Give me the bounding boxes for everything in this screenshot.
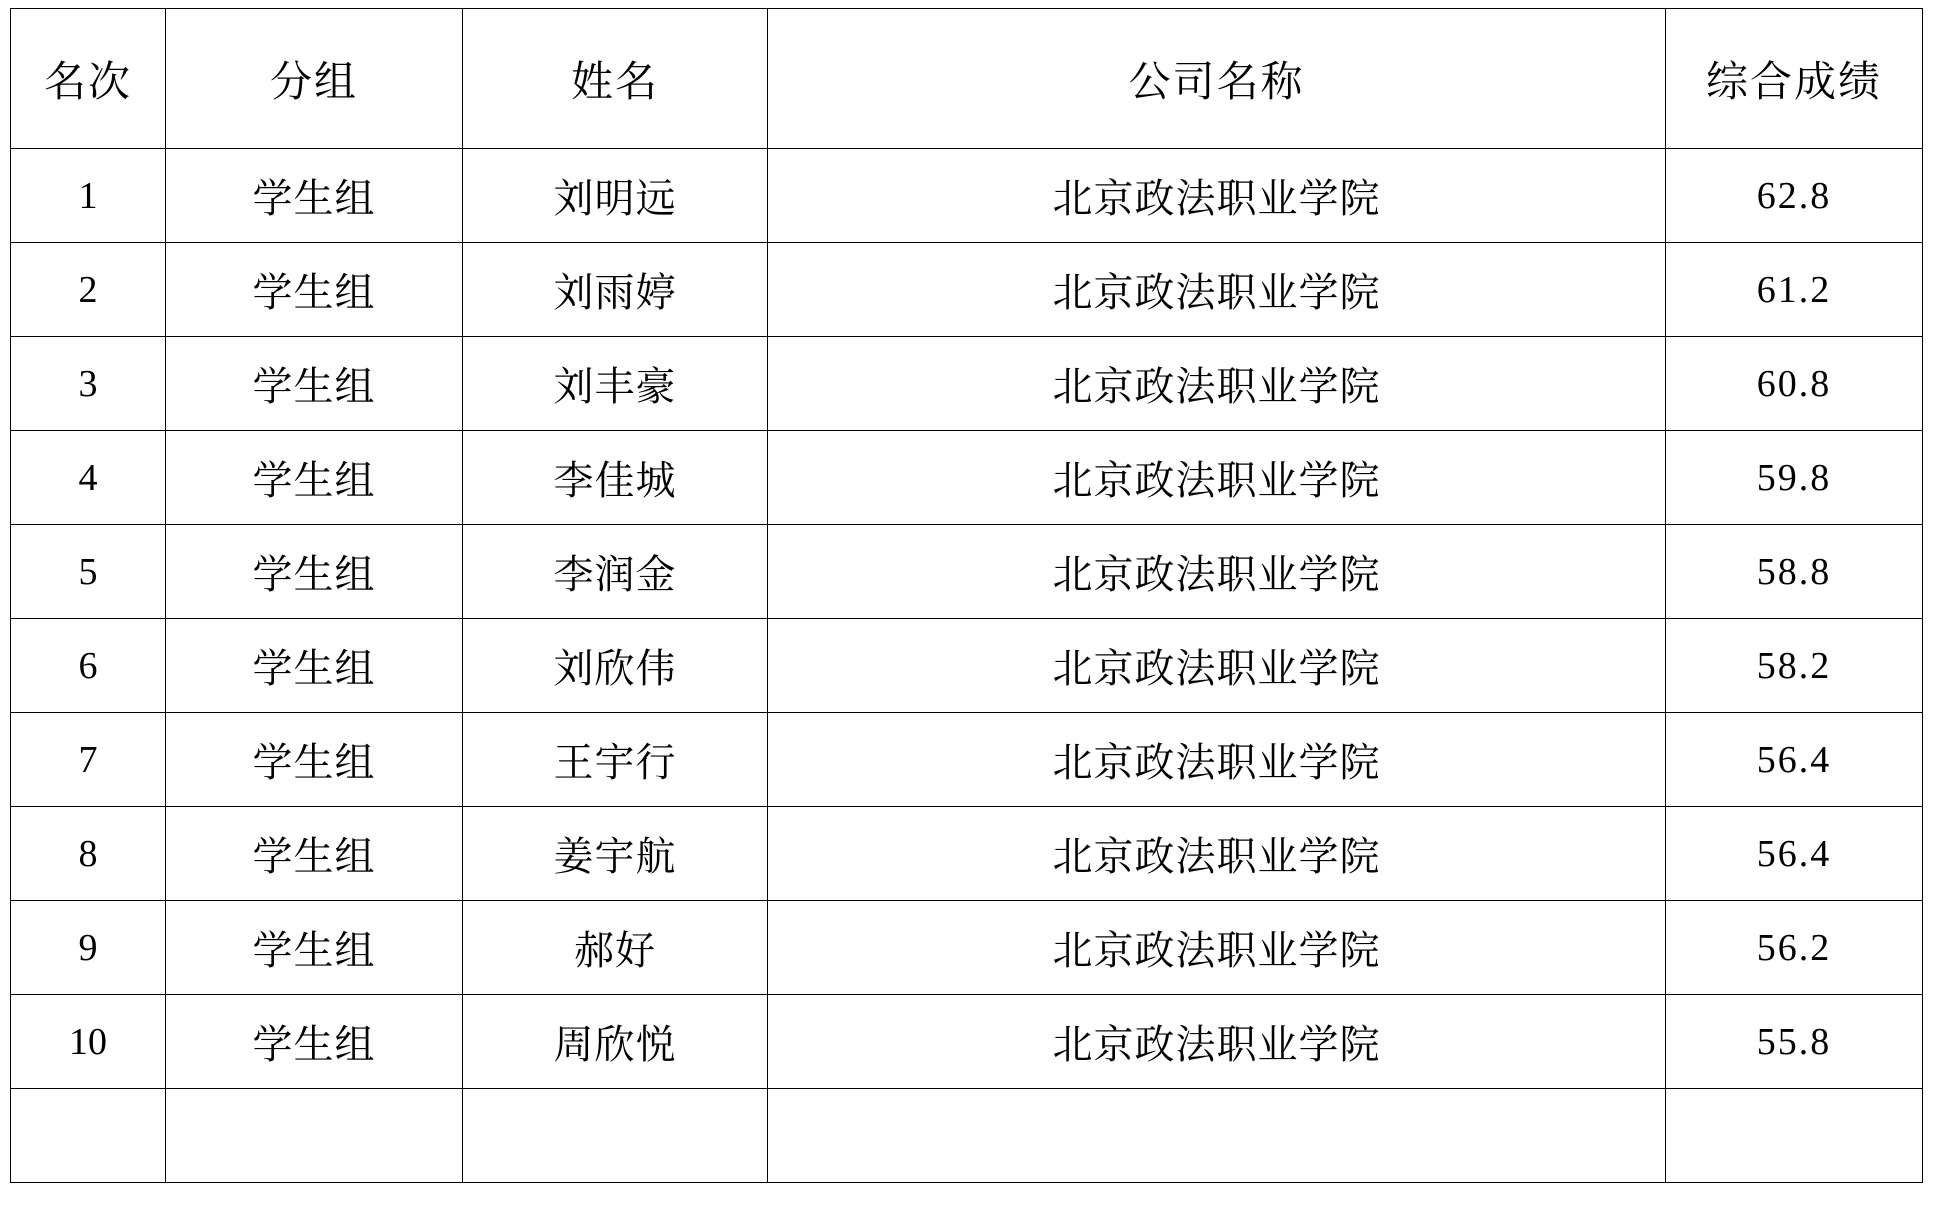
cell-company: 北京政法职业学院 (768, 807, 1666, 901)
score-table (10, 8, 1923, 1183)
table-row (11, 619, 1923, 713)
cell-name: 刘丰豪 (463, 337, 768, 431)
cell-name: 李佳城 (463, 431, 768, 525)
cell-company: 北京政法职业学院 (768, 431, 1666, 525)
cell-score: 62.8 (1666, 149, 1923, 243)
cell-company: 北京政法职业学院 (768, 713, 1666, 807)
cell-score (1666, 1089, 1923, 1183)
cell-rank: 10 (11, 995, 166, 1089)
cell-company: 北京政法职业学院 (768, 901, 1666, 995)
cell-score: 55.8 (1666, 995, 1923, 1089)
cell-rank: 4 (11, 431, 166, 525)
cell-rank: 8 (11, 807, 166, 901)
table-row (11, 995, 1923, 1089)
column-header-group: 分组 (166, 9, 463, 149)
table-header (11, 9, 1923, 149)
table-row (11, 149, 1923, 243)
table-row (11, 337, 1923, 431)
cell-company: 北京政法职业学院 (768, 995, 1666, 1089)
cell-rank: 5 (11, 525, 166, 619)
cell-rank: 6 (11, 619, 166, 713)
cell-company: 北京政法职业学院 (768, 525, 1666, 619)
cell-company: 北京政法职业学院 (768, 243, 1666, 337)
cell-group: 学生组 (166, 995, 463, 1089)
table-row (11, 901, 1923, 995)
cell-rank: 3 (11, 337, 166, 431)
cell-rank: 1 (11, 149, 166, 243)
cell-company: 北京政法职业学院 (768, 149, 1666, 243)
cell-name: 周欣悦 (463, 995, 768, 1089)
cell-score: 58.8 (1666, 525, 1923, 619)
column-header-score: 综合成绩 (1666, 9, 1923, 149)
cell-group: 学生组 (166, 337, 463, 431)
cell-group: 学生组 (166, 713, 463, 807)
cell-rank (11, 1089, 166, 1183)
cell-name: 刘雨婷 (463, 243, 768, 337)
cell-name: 郝好 (463, 901, 768, 995)
cell-name: 刘明远 (463, 149, 768, 243)
cell-name: 李润金 (463, 525, 768, 619)
cell-name (463, 1089, 768, 1183)
cell-company (768, 1089, 1666, 1183)
table-row-empty (11, 1089, 1923, 1183)
cell-rank: 7 (11, 713, 166, 807)
cell-score: 56.4 (1666, 713, 1923, 807)
cell-group: 学生组 (166, 807, 463, 901)
cell-score: 58.2 (1666, 619, 1923, 713)
table-header-row (11, 9, 1923, 149)
cell-score: 56.4 (1666, 807, 1923, 901)
cell-name: 王宇行 (463, 713, 768, 807)
cell-rank: 9 (11, 901, 166, 995)
column-header-rank: 名次 (11, 9, 166, 149)
table-row (11, 713, 1923, 807)
column-header-company: 公司名称 (768, 9, 1666, 149)
cell-group: 学生组 (166, 619, 463, 713)
table-row (11, 431, 1923, 525)
cell-name: 姜宇航 (463, 807, 768, 901)
cell-group: 学生组 (166, 149, 463, 243)
cell-company: 北京政法职业学院 (768, 619, 1666, 713)
cell-group: 学生组 (166, 525, 463, 619)
cell-score: 56.2 (1666, 901, 1923, 995)
cell-company: 北京政法职业学院 (768, 337, 1666, 431)
cell-group: 学生组 (166, 901, 463, 995)
table-row (11, 243, 1923, 337)
column-header-name: 姓名 (463, 9, 768, 149)
table-row (11, 807, 1923, 901)
cell-score: 60.8 (1666, 337, 1923, 431)
table-row (11, 525, 1923, 619)
table-body (11, 149, 1923, 1183)
cell-score: 61.2 (1666, 243, 1923, 337)
cell-group: 学生组 (166, 243, 463, 337)
cell-score: 59.8 (1666, 431, 1923, 525)
cell-group: 学生组 (166, 431, 463, 525)
cell-group (166, 1089, 463, 1183)
cell-rank: 2 (11, 243, 166, 337)
cell-name: 刘欣伟 (463, 619, 768, 713)
